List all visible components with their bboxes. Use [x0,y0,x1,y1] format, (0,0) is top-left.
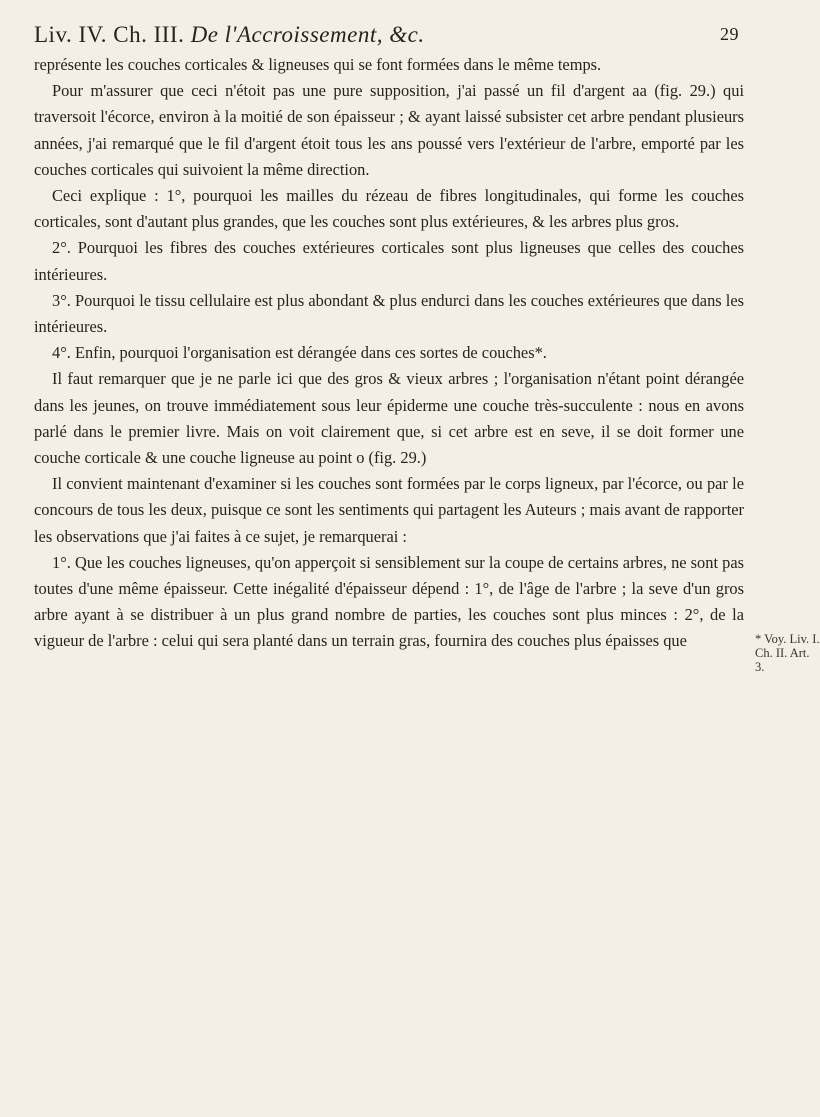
margin-note-line: Ch. II. Art. [755,646,810,660]
running-title [34,22,425,48]
paragraph: Ceci explique : 1°, pourquoi les mailles du rézeau de fibres longitudinales, qui forme les couches corticales, sont d'autant plus grandes, que les couches sont plus extérieures, & les arbres plus gros. [34,186,744,232]
body-text [34,52,744,655]
paragraph: Il convient maintenant d'examiner si les couches sont formées par le corps ligneux, par l'écorce, ou par le concours de tous les deux, puisque ce sont les sentiments qui partagent les Auteurs ; mais avant de rapporter les observations que j'ai faites à ce sujet, je remarquerai : [34,474,744,546]
paragraph: Il faut remarquer que je ne parle ici que des gros & vieux arbres ; l'organisation n'étant point dérangée dans les jeunes, on trouve immédiatement sous leur épiderme une couche très-succulente : nous en avons parlé dans le premier livre. Mais on voit clairement que, si cet arbre est en seve, il se doit former une couche corticale & une couche ligneuse au point o (fig. 29.) [34,369,744,468]
margin-note-line: * Voy. Liv. I. [755,632,820,646]
chapter-title: De l'Accroissement, &c. [190,22,425,47]
margin-note-line: 3. [755,660,765,674]
paragraph: représente les couches corticales & ligneuses qui se font formées dans le même temps. [34,55,602,74]
paragraph: 1°. Que les couches ligneuses, qu'on apperçoit si sensiblement sur la coupe de certains arbres, ne sont pas toutes d'une même épaisseur. Cette inégalité d'épaisseur dépend : 1°, de l'âge de l'arbre ; la seve d'un gros arbre ayant à se distribuer à un plus grand nombre de parties, les couches sont plus minces : 2°, de la vigueur de l'arbre : celui qui sera planté dans un terrain gras, fournira des couches plus épaisses que [34,552,744,651]
running-header [34,22,739,52]
paragraph: Pour m'assurer que ceci n'étoit pas une pure supposition, j'ai passé un fil d'argent aa (fig. 29.) qui traversoit l'écorce, environ à la moitié de son épaisseur ; & ayant laissé subsister cet arbre pendant plusieurs années, j'ai remarqué que le fil d'argent étoit tous les ans poussé vers l'extérieur de l'arbre, emporté par les couches corticales qui suivoient la même direction. [34,81,744,179]
paragraph: 4°. Enfin, pourquoi l'organisation est dérangée dans ces sortes de couches*. [52,343,547,363]
paragraph: 2°. Pourquoi les fibres des couches extérieures corticales sont plus ligneuses que celles des couches intérieures. [34,238,744,284]
page-number: 29 [720,24,739,44]
book-chapter-label: Liv. IV. Ch. III. [34,22,185,47]
paragraph: 3°. Pourquoi le tissu cellulaire est plus abondant & plus endurci dans les couches extérieures que dans les intérieures. [34,290,744,337]
margin-note [755,632,820,674]
